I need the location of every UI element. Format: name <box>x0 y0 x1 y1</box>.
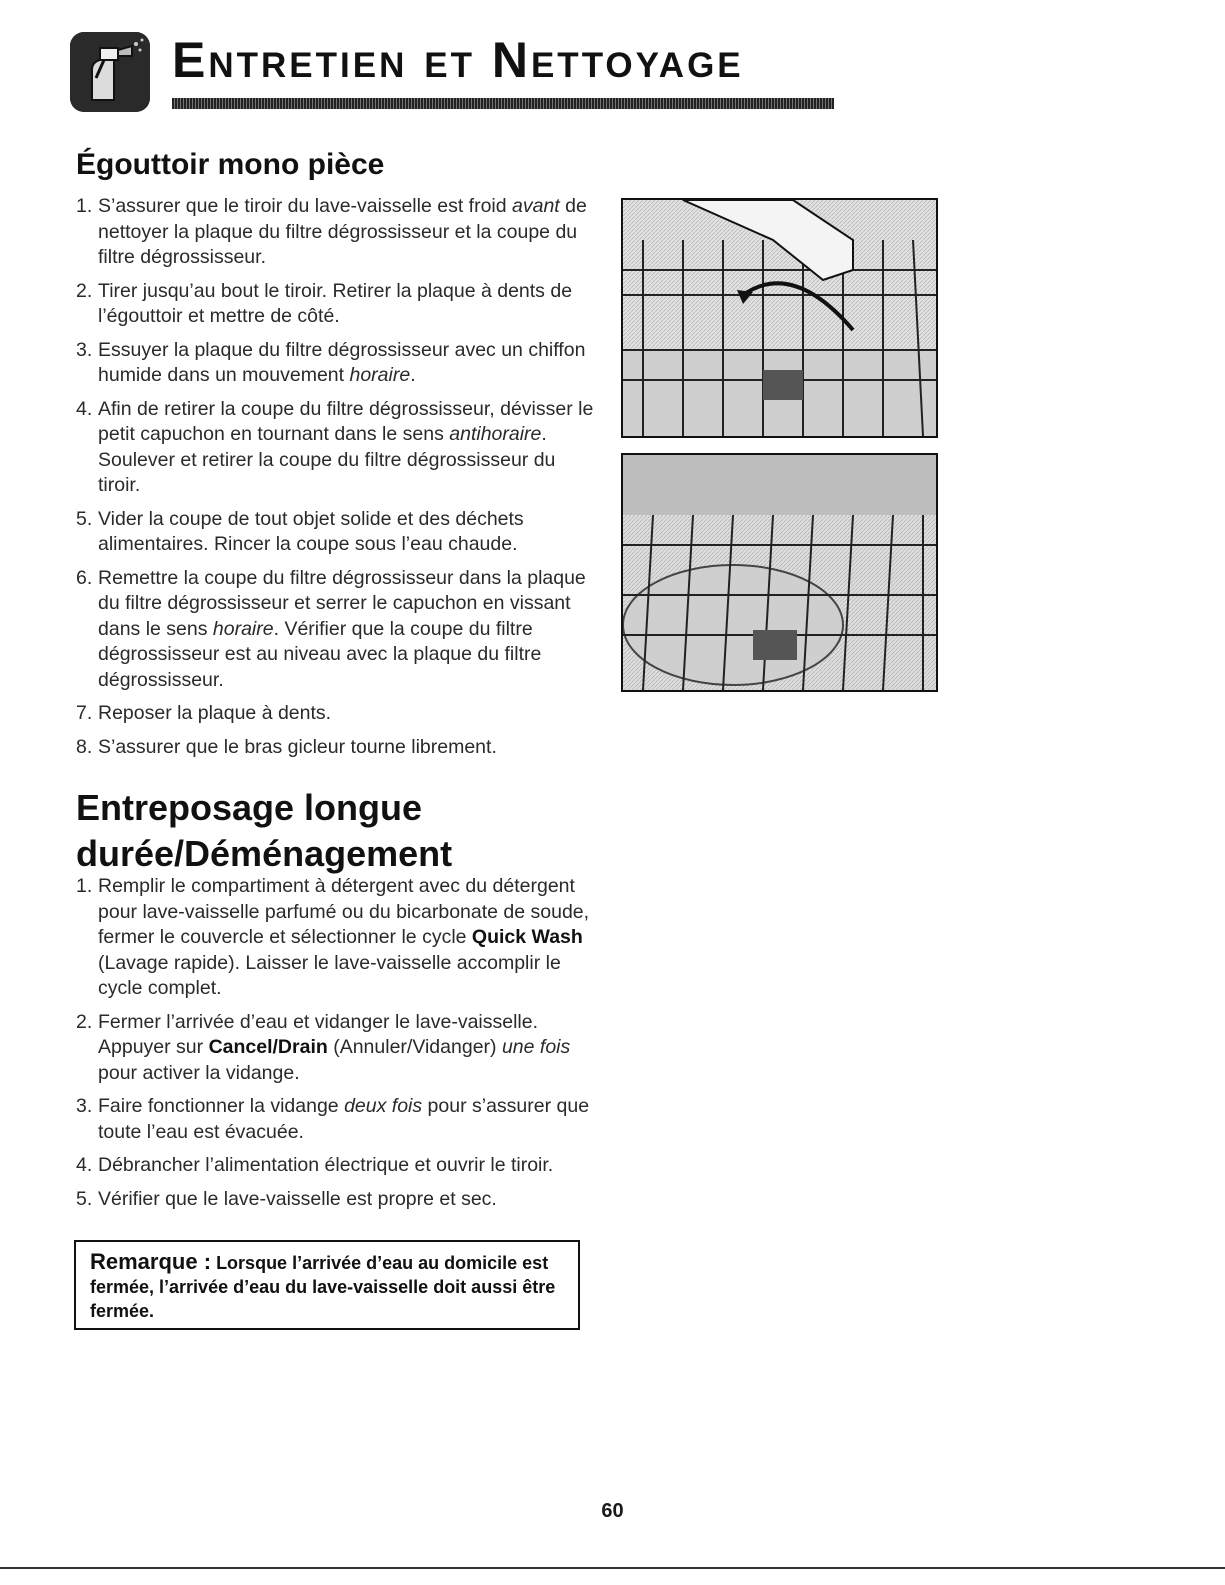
step-number: 1. <box>76 875 93 897</box>
page-number: 60 <box>601 1500 624 1522</box>
step-text: Fermer l’arrivée d’eau et vidanger le lave-vaisselle. Appuyer sur <box>98 1010 539 1058</box>
list-item <box>76 507 596 558</box>
step-text: S’assurer que le bras gicleur tourne librement. <box>98 735 497 758</box>
list-item <box>76 279 596 330</box>
step-number: 5. <box>76 1187 93 1210</box>
step-text: . Soulever et retirer la coupe du filtre dégrossisseur du tiroir. <box>98 423 556 496</box>
step-text: S’assurer que le tiroir du lave-vaisselle est froid <box>98 195 513 217</box>
step-text: Vérifier que le lave-vaisselle est propre et sec. <box>98 1187 497 1210</box>
entreposage-steps-list <box>76 874 596 1220</box>
step-text: Afin de retirer la coupe du filtre dégrossisseur, dévisser le petit capuchon en tournant dans le sens <box>98 397 594 445</box>
note-text: Lorsque l’arrivée d’eau au domicile est fermée, l’arrivée d’eau du lave-vaisselle doit aussi être fermée. <box>90 1253 556 1321</box>
list-item <box>76 1153 596 1179</box>
step-number: 7. <box>76 702 93 724</box>
list-item <box>76 735 596 761</box>
step-text: Quick Wash <box>471 926 583 948</box>
step-text: Débrancher l’alimentation électrique et ouvrir le tiroir. <box>98 1154 554 1176</box>
step-text: Faire fonctionner la vidange <box>98 1095 345 1117</box>
step-number: 4. <box>76 1154 93 1176</box>
step-text: (Lavage rapide). Laisser le lave-vaisselle accomplir le cycle complet. <box>98 951 561 999</box>
page-title: Entretien et Nettoyage <box>172 32 744 88</box>
step-text: horaire <box>349 364 411 386</box>
title-underline <box>172 98 834 109</box>
step-text: Remplir le compartiment à détergent avec du détergent pour lave-vaisselle parfumé ou du bicarbonate de soude, fermer le couvercle et sélectionner le cycle <box>98 875 590 948</box>
list-item <box>76 397 596 499</box>
list-item <box>76 874 596 1002</box>
list-item <box>76 1010 596 1087</box>
step-number: 3. <box>76 338 93 361</box>
step-number: 8. <box>76 735 93 758</box>
list-item <box>76 338 596 389</box>
step-text: (Annuler/Vidanger) <box>327 1036 502 1058</box>
step-text: une fois <box>501 1036 571 1058</box>
section-heading-entreposage: Entreposage longue durée/Déménagement <box>76 787 453 874</box>
note-label: Remarque : <box>90 1249 212 1274</box>
step-text: antihoraire <box>449 423 542 445</box>
step-text: deux fois <box>344 1095 423 1117</box>
step-number: 2. <box>76 279 93 302</box>
spray-cleaner-icon <box>70 32 150 112</box>
step-text: Cancel/Drain <box>208 1036 328 1058</box>
list-item <box>76 566 596 694</box>
step-text: de nettoyer la plaque du filtre dégrossisseur et la coupe du filtre dégrossisseur. <box>98 195 587 268</box>
list-item <box>76 194 596 271</box>
list-item <box>76 701 596 727</box>
step-text: horaire <box>212 617 274 640</box>
step-number: 6. <box>76 566 93 589</box>
step-text: pour activer la vidange. <box>98 1061 300 1084</box>
step-text: Essuyer la plaque du filtre dégrossisseur avec un chiffon humide dans un mouvement <box>98 338 586 386</box>
step-text: Vider la coupe de tout objet solide et des déchets alimentaires. Rincer la coupe sous l’eau chaude. <box>98 507 524 555</box>
step-number: 4. <box>76 397 93 420</box>
section-heading-egouttoir: Égouttoir mono pièce <box>76 148 385 181</box>
step-text: Tirer jusqu’au bout le tiroir. Retirer la plaque à dents de l’égouttoir et mettre de côté. <box>98 279 573 327</box>
step-number: 2. <box>76 1010 93 1033</box>
bottom-rule <box>0 1567 1225 1569</box>
filter-removal-illustration <box>621 198 938 438</box>
list-item <box>76 1187 596 1213</box>
step-number: 1. <box>76 195 93 217</box>
step-text: avant <box>512 195 560 217</box>
step-text: Remettre la coupe du filtre dégrossisseur dans la plaque du filtre dégrossisseur et serrer le capuchon en vissant dans le sens <box>98 566 586 640</box>
list-item <box>76 1094 596 1145</box>
rack-illustration <box>621 453 938 692</box>
step-text: pour s’assurer que toute l’eau est évacuée. <box>98 1095 590 1143</box>
step-text: Reposer la plaque à dents. <box>98 702 332 724</box>
egouttoir-steps-list <box>76 194 596 768</box>
step-number: 3. <box>76 1095 93 1117</box>
step-number: 5. <box>76 507 93 530</box>
step-text: . <box>410 364 416 386</box>
step-text: . Vérifier que la coupe du filtre dégrossisseur est au niveau avec la plaque du filtre dégrossisseur. <box>98 617 542 691</box>
note-box <box>74 1240 580 1330</box>
